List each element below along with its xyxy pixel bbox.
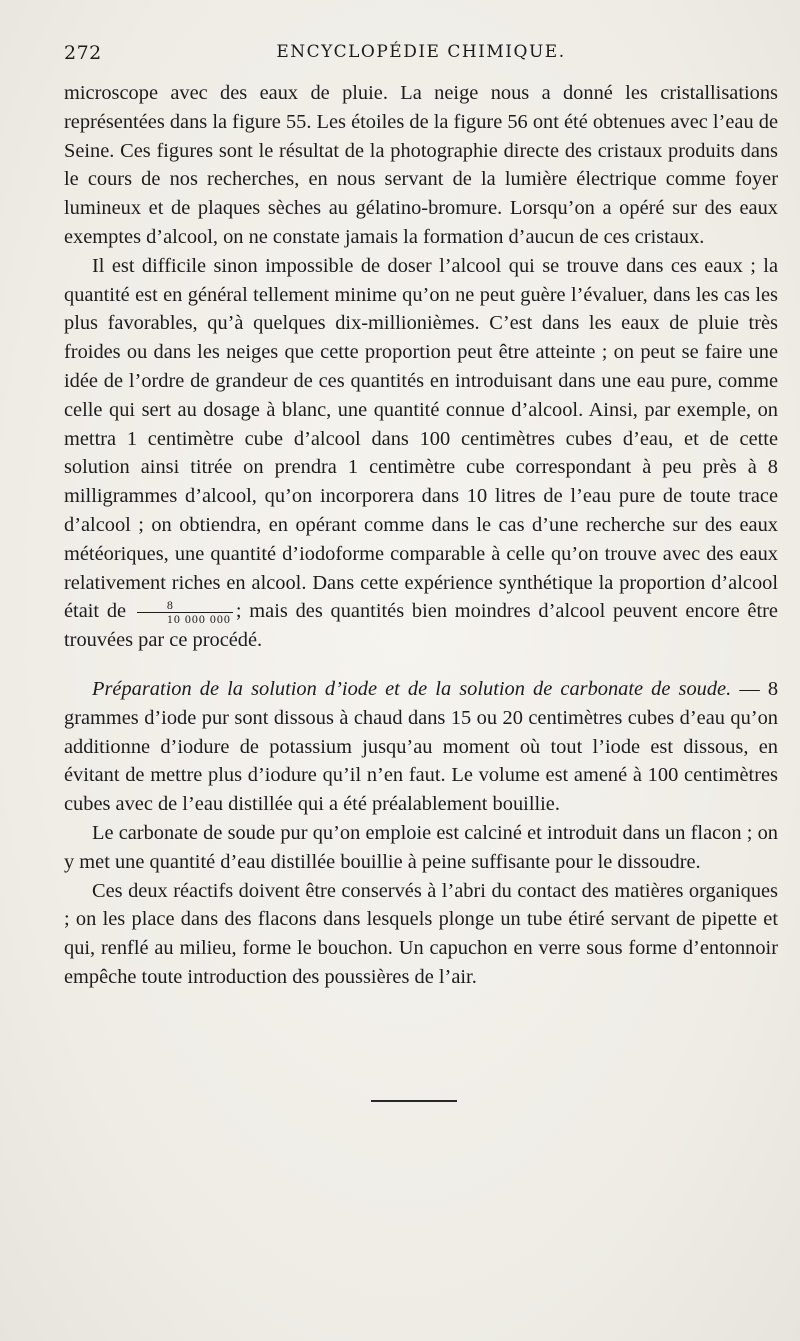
fraction-denominator: 10 000 000 [166, 612, 231, 627]
page-number: 272 [64, 42, 102, 64]
section-heading: Préparation de la solution d’iode et de la solution de carbonate de soude. [92, 677, 732, 700]
paragraph-continued: microscope avec des eaux de pluie. La neige nous a donné les cristallisations représentées dans la figure 55. Les étoiles de la figure 56 ont été obtenues avec l’eau de Seine. Ces figures sont le résultat de la photographie directe des cristaux produits dans le cours de nos recherches, en nous servant de la lumière électrique comme foyer lumineux et de plaques sèches au gélatino-bromure. Lorsqu’on a opéré sur des eaux exemptes d’alcool, on ne constate jamais la formation d’aucun de ces cristaux. [64, 82, 778, 248]
fraction [137, 599, 233, 626]
paragraph-preparation [64, 675, 778, 819]
paragraph-storage: Ces deux réactifs doivent être conservés à l’abri du contact des matières organiques ; on les place dans des flacons dans lesquels plonge un tube étiré servant de pipette et qui, renflé au milieu, forme le bouchon. Un capuchon en verre sous forme d’entonnoir empêche toute introduction des poussières de l’air. [64, 879, 778, 988]
paragraph-alcohol-dosage [64, 252, 778, 655]
end-rule [371, 1100, 457, 1102]
body-text [64, 79, 778, 992]
paragraph-carbonate: Le carbonate de soude pur qu’on emploie est calciné et introduit dans un flacon ; on y met une quantité d’eau distillée bouillie à peine suffisante pour le dissoudre. [64, 821, 778, 873]
paragraph-text: ; mais des quantités bien moindres d’alcool peuvent encore être trouvées par ce procédé. [64, 600, 778, 652]
running-head: ENCYCLOPÉDIE CHIMIQUE. [276, 42, 566, 62]
fraction-numerator: 8 [137, 599, 233, 613]
page-header [64, 42, 778, 72]
paragraph-text: Il est difficile sinon impossible de doser l’alcool qui se trouve dans ces eaux ; la quantité est en général tellement minime qu’on ne peut guère l’évaluer, dans les cas les plus favorables, qu’à quelques dix-millionièmes. C’est dans les eaux de pluie très froides ou dans les neiges que cette proportion peut être atteinte ; on peut se faire une idée de l’ordre de grandeur de ces quantités en introduisant dans une eau pure, comme celle qui sert au dosage à blanc, une quantité connue d’alcool. Ainsi, par exemple, on mettra 1 centimètre cube d’alcool dans 100 centimètres cubes d’eau, et de cette solution ainsi titrée on prendra 1 centimètre cube correspondant à peu près à 8 milligrammes d’alcool, qu’on incorporera dans 10 litres de l’eau pure de toute trace d’alcool ; on obtiendra, en opérant comme dans le cas d’une recherche sur des eaux météoriques, une quantité d’iodoforme comparable à celle qu’on trouve avec des eaux relativement riches en alcool. Dans cette expérience synthétique la proportion d’alcool était de [64, 254, 778, 623]
paragraph-text: — 8 grammes d’iode pur sont dissous à chaud dans 15 ou 20 centimètres cubes d’eau qu’on additionne d’iodure de potassium jusqu’au moment où tout l’iode est dissous, en évitant de mettre plus d’iodure qu’il n’en faut. Le volume est amené à 100 centimètres cubes avec de l’eau distillée qui a été préalablement bouillie. [64, 677, 779, 816]
